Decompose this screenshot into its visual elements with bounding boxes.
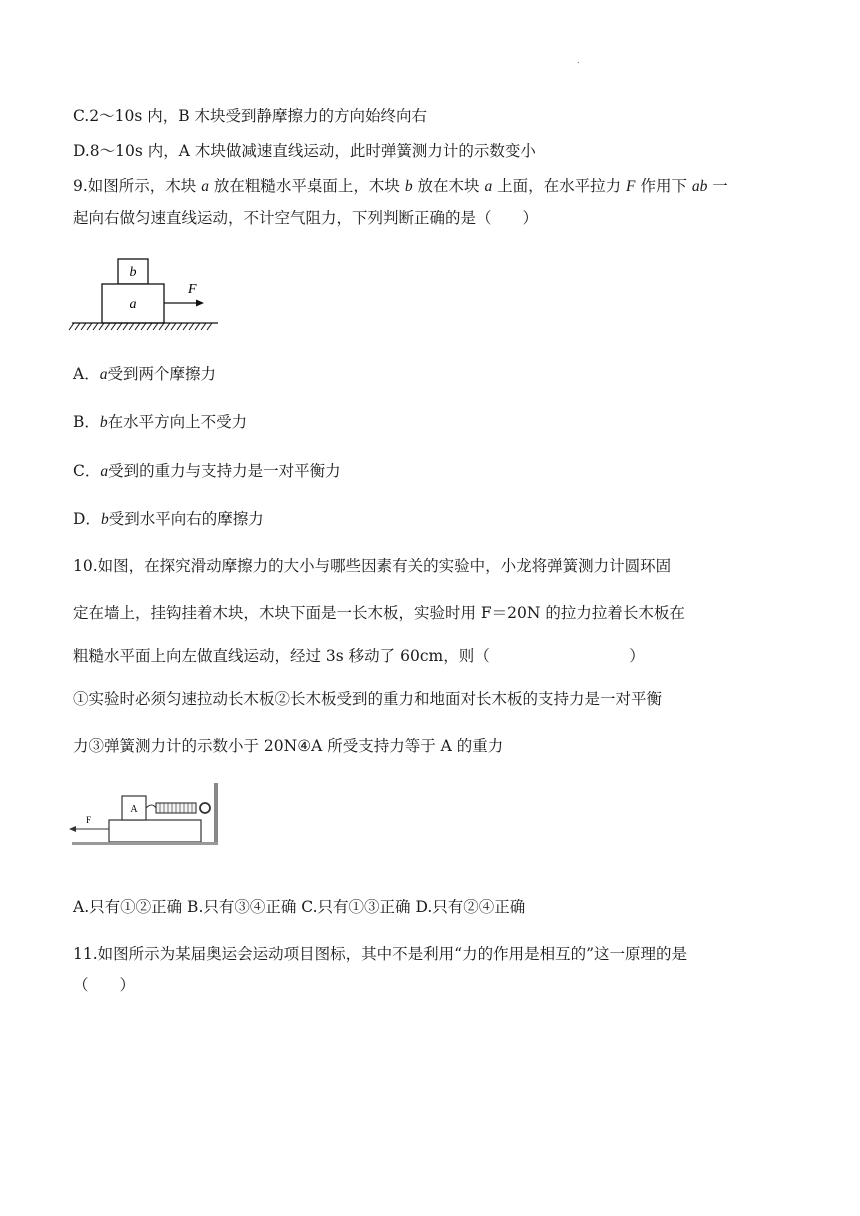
floor (72, 842, 218, 845)
q9-stem-line1: 9.如图所示，木块 a 放在粗糙水平桌面上，木块 b 放在木块 a 上面，在水平拉力 F 作用下 ab 一 (73, 177, 728, 195)
force-arrowhead (196, 300, 204, 307)
q8-option-c: C.2～10s 内，B 木块受到静摩擦力的方向始终向右 (73, 107, 428, 125)
q8-option-d: D.8～10s 内，A 木块做减速直线运动，此时弹簧测力计的示数变小 (73, 142, 536, 160)
block-A-label: A (130, 804, 138, 815)
header-dot: . (577, 56, 580, 65)
block-a-label: a (129, 297, 137, 312)
q11-stem-line1: 11.如图所示为某届奥运会运动项目图标，其中不是利用“力的作用是相互的”这一原理的是 (73, 945, 688, 963)
q10-stem-line3: 粗糙水平面上向左做直线运动，经过 3s 移动了 60cm，则（ ） (73, 647, 645, 665)
q10-statements-line1: ①实验时必须匀速拉动长木板②长木板受到的重力和地面对长木板的支持力是一对平衡 (73, 690, 663, 708)
ground-hatch (69, 323, 212, 330)
q9-option-b: B．b在水平方向上不受力 (73, 413, 248, 431)
block-b-label: b (129, 265, 137, 280)
q10-options: A.只有①②正确 B.只有③④正确 C.只有①③正确 D.只有②④正确 (73, 898, 526, 916)
q9-option-c: C．a受到的重力与支持力是一对平衡力 (73, 462, 341, 480)
force-label: F (86, 815, 92, 825)
force-label: F (188, 282, 197, 297)
q9-option-a: A．a受到两个摩擦力 (73, 365, 216, 383)
spring-hook (146, 805, 156, 808)
long-board (109, 820, 201, 842)
q10-stem-line1: 10.如图，在探究滑动摩擦力的大小与哪些因素有关的实验中，小龙将弹簧测力计圆环固 (73, 557, 672, 575)
spring-ring (200, 803, 210, 813)
force-arrowhead (69, 826, 76, 832)
q10-stem-line2: 定在墙上，挂钩挂着木块，木块下面是一长木板，实验时用 F＝20N 的拉力拉着长木板在 (73, 604, 685, 622)
q11-stem-line2: （ ） (73, 976, 136, 994)
q10-statements-line2: 力③弹簧测力计的示数小于 20N④A 所受支持力等于 A 的重力 (73, 737, 504, 755)
q10-figure (66, 781, 226, 851)
q9-stem-line2: 起向右做匀速直线运动，不计空气阻力，下列判断正确的是（ ） (73, 209, 539, 227)
q9-figure (68, 255, 228, 335)
wall (214, 783, 218, 843)
q9-option-d: D．b受到水平向右的摩擦力 (73, 510, 264, 528)
